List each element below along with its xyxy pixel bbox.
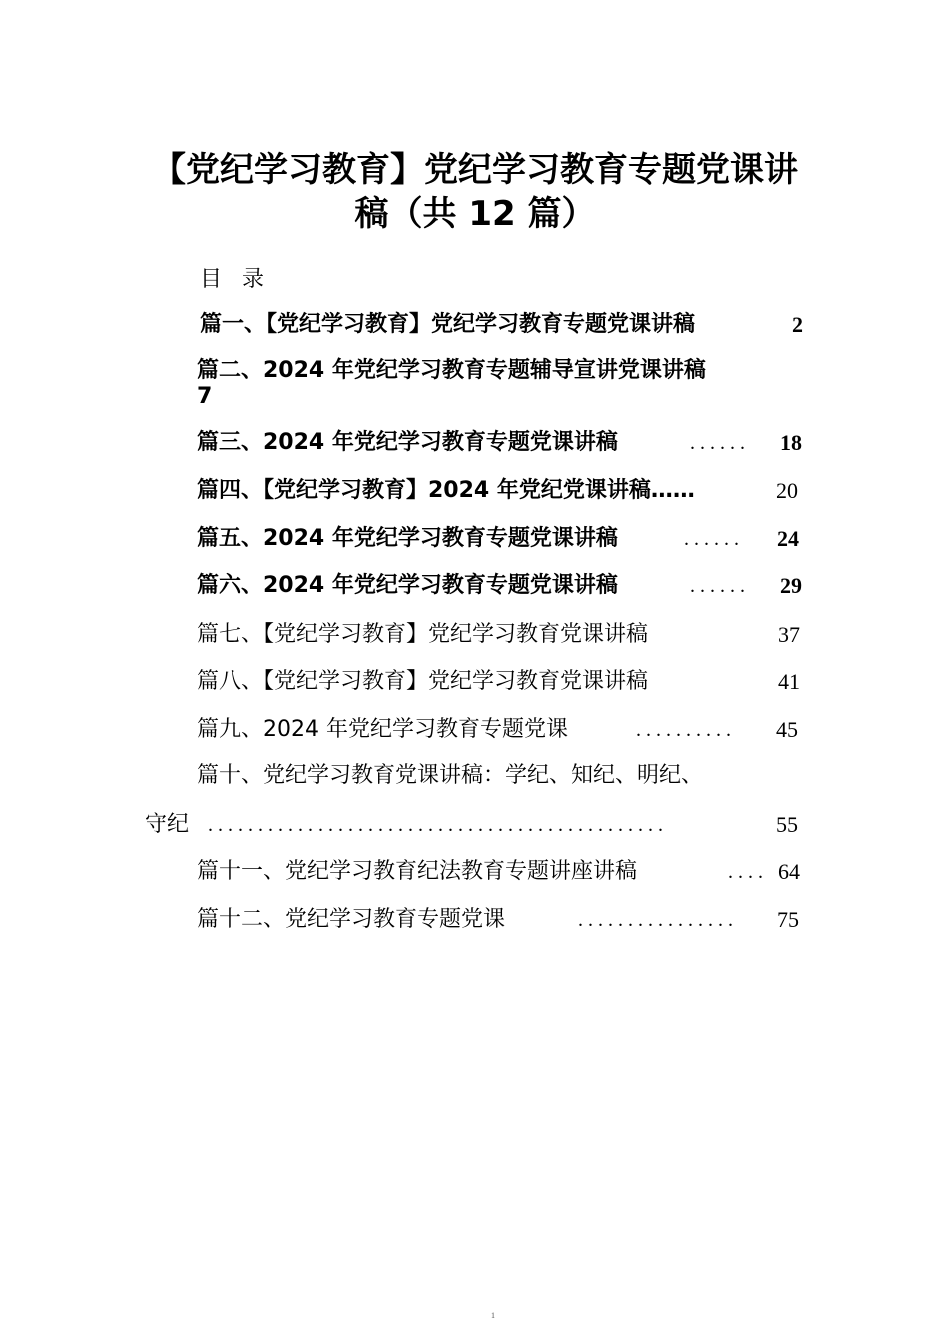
- toc-entry-6-leader: ......: [690, 575, 750, 597]
- toc-entry-2-page: 7: [197, 384, 213, 409]
- toc-entry-6-title[interactable]: 篇六、2024 年党纪学习教育专题党课讲稿: [197, 573, 618, 598]
- toc-entry-4-page: 20: [776, 478, 798, 503]
- toc-entry-1-title[interactable]: 篇一、【党纪学习教育】党纪学习教育专题党课讲稿: [200, 312, 696, 337]
- toc-entry-9-page: 45: [776, 717, 798, 742]
- toc-entry-6-page: 29: [780, 573, 802, 598]
- toc-heading: 目录: [200, 267, 285, 292]
- toc-entry-4-title[interactable]: 篇四、【党纪学习教育】2024 年党纪党课讲稿……: [197, 478, 695, 503]
- toc-entry-12-leader: ................: [578, 909, 738, 931]
- document-title-line-1: 【党纪学习教育】党纪学习教育专题党课讲: [152, 150, 798, 190]
- toc-entry-11-title[interactable]: 篇十一、党纪学习教育纪法教育专题讲座讲稿: [197, 859, 638, 884]
- toc-entry-9-title[interactable]: 篇九、2024 年党纪学习教育专题党课: [197, 717, 568, 742]
- toc-entry-10-title[interactable]: 篇十、党纪学习教育党课讲稿：学纪、知纪、明纪、: [197, 763, 704, 788]
- footer-page-number: 1: [491, 1311, 495, 1320]
- toc-entry-8-page: 41: [778, 669, 800, 694]
- toc-entry-5-leader: ......: [684, 528, 744, 550]
- toc-entry-5-title[interactable]: 篇五、2024 年党纪学习教育专题党课讲稿: [197, 526, 618, 551]
- toc-entry-7-title[interactable]: 篇七、【党纪学习教育】党纪学习教育党课讲稿: [197, 622, 649, 647]
- toc-entry-7-page: 37: [778, 622, 800, 647]
- toc-entry-10-leader: ..............................................: [208, 814, 668, 836]
- toc-entry-3-title[interactable]: 篇三、2024 年党纪学习教育专题党课讲稿: [197, 430, 618, 455]
- toc-entry-10-title-continued: 守纪: [145, 812, 190, 837]
- toc-entry-3-page: 18: [780, 430, 802, 455]
- toc-entry-2-title[interactable]: 篇二、2024 年党纪学习教育专题辅导宣讲党课讲稿: [197, 358, 706, 383]
- toc-entry-12-title[interactable]: 篇十二、党纪学习教育专题党课: [197, 907, 506, 932]
- toc-entry-12-page: 75: [777, 907, 799, 932]
- toc-entry-11-leader: ....: [728, 861, 768, 883]
- toc-entry-3-leader: ......: [690, 432, 750, 454]
- toc-entry-8-title[interactable]: 篇八、【党纪学习教育】党纪学习教育党课讲稿: [197, 669, 649, 694]
- toc-entry-11-page: 64: [778, 859, 800, 884]
- toc-entry-10-page: 55: [776, 812, 798, 837]
- toc-entry-5-page: 24: [777, 526, 799, 551]
- toc-entry-9-leader: ..........: [636, 719, 736, 741]
- document-title-line-2: 稿（共 12 篇）: [354, 194, 596, 234]
- toc-entry-1-page: 2: [792, 312, 803, 337]
